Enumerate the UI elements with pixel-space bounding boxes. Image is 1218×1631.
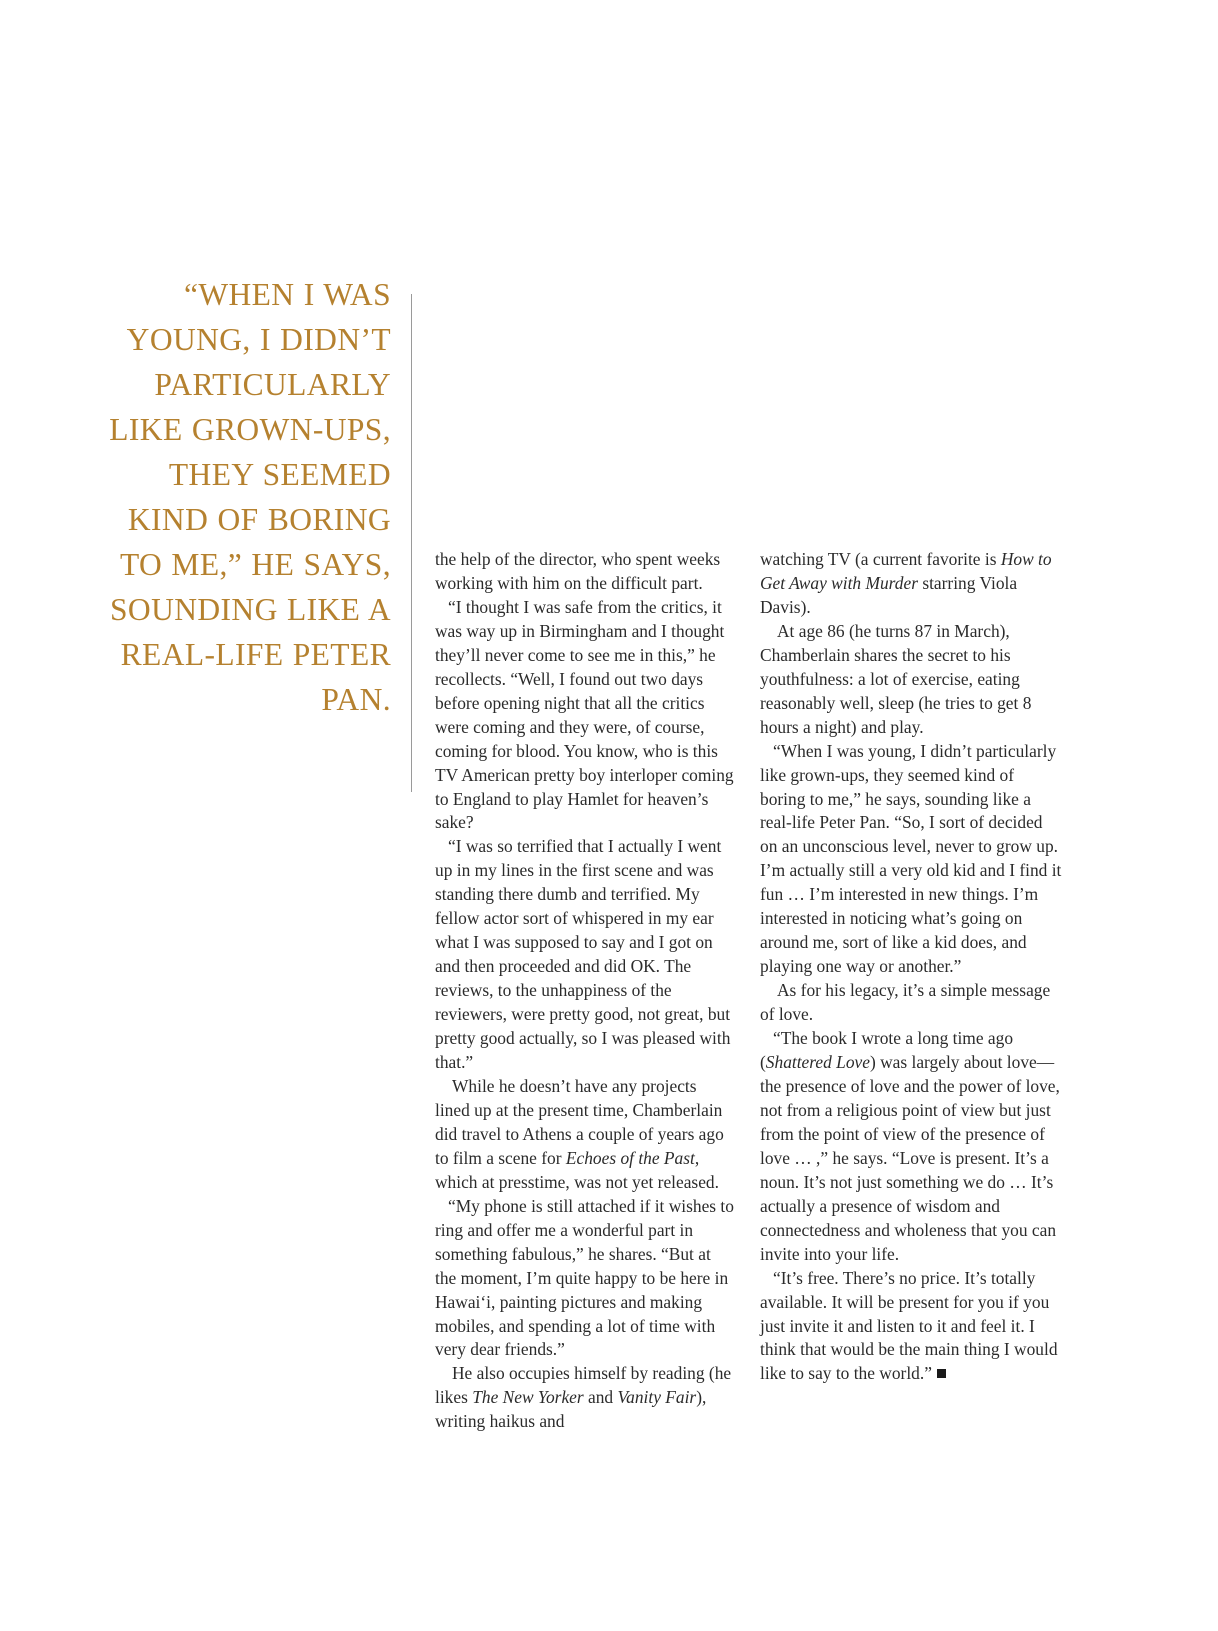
paragraph: “My phone is still attached if it wishes to ring and offer me a wonderful part in something fabulous,” he shares. “But at the moment, I’m quite happy to be here in Hawaiʻi, painting pictures and making mobiles, and spending a lot of time with very dear friends.” — [435, 1195, 734, 1360]
paragraph-text: While he doesn’t have any projects lined up at the present time, Chamberlain did travel to Athens a couple of years ago to film a scene for — [435, 1075, 724, 1168]
paragraph — [760, 1027, 1062, 1267]
paragraph-text: He also occupies himself by reading (he likes — [435, 1363, 732, 1408]
work-title-echoes-of-the-past: Echoes of the Past — [565, 1147, 695, 1168]
end-of-article-square-icon — [937, 1369, 946, 1378]
body-column-left — [435, 548, 735, 1434]
paragraph — [435, 1075, 735, 1195]
paragraph-text: “It’s free. There’s no price. It’s totally available. It will be present for you if you just invite it and listen to it and feel it. I think that would be the main thing I would like to say to the world.” — [760, 1267, 1058, 1384]
paragraph-text: ) was largely about love—the presence of love and the power of love, not from a religious point of view but just from the point of view of the presence of love … ,” he says. “Love is present. It’s a noun. It’s not just something we do … It’s actually a presence of wisdom and connectedness and wholeness that you can invite into your life. — [760, 1052, 1060, 1264]
work-title-vanity-fair: Vanity Fair — [617, 1387, 697, 1408]
paragraph-text: watching TV (a current favorite is — [760, 549, 1001, 569]
pull-quote: “WHEN I WAS YOUNG, I DIDN’T PARTICULARLY LIKE GROWN-UPS, THEY SEEMED KIND OF BORING TO ME,” HE SAYS, SOUNDING LIKE A REAL-LIFE PETER PAN. — [109, 277, 391, 717]
paragraph — [760, 548, 1062, 620]
paragraph-text: ), writing haikus and — [435, 1387, 707, 1432]
work-title-the-new-yorker: The New Yorker — [472, 1387, 584, 1408]
paragraph: the help of the director, who spent weeks working with him on the difficult part. — [435, 549, 721, 593]
paragraph: “I was so terrified that I actually I went up in my lines in the first scene and was standing there dumb and terrified. My fellow actor sort of whispered in my ear what I was supposed to say and I got on and then proceeded and did OK. The reviews, to the unhappiness of the reviewers, were pretty good, not great, but pretty good actually, so I was pleased with that.” — [435, 836, 731, 1073]
paragraph: “When I was young, I didn’t particularly like grown-ups, they seemed kind of boring to me,” he says, sounding like a real-life Peter Pan. “So, I sort of decided on an unconscious level, never to grow up. I’m actually still a very old kid and I find it fun … I’m interested in new things. I’m interested in noticing what’s going on around me, sort of like a kid does, and playing one way or another.” — [760, 740, 1062, 977]
paragraph-text: and — [583, 1387, 618, 1408]
vertical-divider — [411, 294, 412, 792]
paragraph-final — [760, 1267, 1062, 1387]
paragraph — [435, 1362, 735, 1434]
paragraph-text: starring Viola Davis). — [760, 572, 1018, 617]
body-column-right — [760, 548, 1062, 1386]
work-title-how-to-get-away-with-murder: How to Get Away with Murder — [760, 549, 1052, 593]
paragraph: “I thought I was safe from the critics, it was way up in Birmingham and I thought they’ll never come to see me in this,” he recollects. “Well, I found out two days before opening night that all the critics were coming and they were, of course, coming for blood. You know, who is this TV American pretty boy interloper coming to England to play Hamlet for heaven’s sake? — [435, 596, 734, 833]
work-title-shattered-love: Shattered Love — [765, 1052, 870, 1073]
paragraph-text: “The book I wrote a long time ago ( — [760, 1028, 1014, 1073]
paragraph-text: , which at presstime, was not yet released. — [435, 1147, 719, 1192]
paragraph: At age 86 (he turns 87 in March), Chamberlain shares the secret to his youthfulness: a lot of exercise, eating reasonably well, sleep (he tries to get 8 hours a night) and play. — [760, 620, 1032, 737]
paragraph: As for his legacy, it’s a simple message of love. — [760, 980, 1051, 1025]
